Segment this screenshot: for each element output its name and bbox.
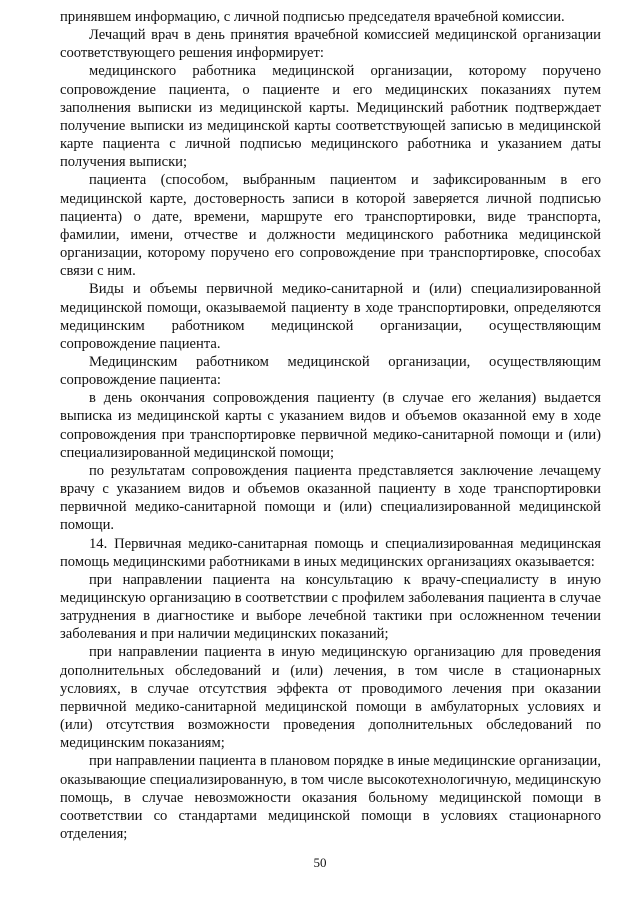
paragraph: Лечащий врач в день принятия врачебной комиссией медицинской организации соответствующего решения информирует:	[60, 27, 601, 62]
paragraph: медицинского работника медицинской организации, которому поручено сопровождение пациента, о пациенте и его медицинских показаниях путем заполнения выписки из медицинской карты. Медицинский работник подтверждает получение выписки из медицинской карты соответствующей записью в медицинской карте пациента с личной подписью медицинского работника и указанием даты получения выписки;	[60, 63, 601, 171]
paragraph: по результатам сопровождения пациента представляется заключение лечащему врачу с указанием видов и объемов оказанной пациенту в ходе транспортировки первичной медико-санитарной помощи и (или) специализированной медицинской помощи.	[60, 462, 601, 534]
document-page	[60, 8, 601, 843]
paragraph: Виды и объемы первичной медико-санитарной и (или) специализированной медицинской помощи, оказываемой пациенту в ходе транспортировки, определяются медицинским работником медицинской организации, осуществляющим сопровождение пациента.	[60, 281, 601, 352]
paragraph: при направлении пациента в плановом порядке в иные медицинские организации, оказывающие специализированную, в том числе высокотехнологичную, медицинскую помощь, в случае невозможности оказания больному медицинской помощи в соответствии со стандартами медицинской помощи в условиях стационарного отделения;	[60, 753, 601, 843]
paragraph: 14. Первичная медико-санитарная помощь и специализированная медицинская помощь медицинскими работниками в иных медицинских организациях оказывается:	[60, 535, 601, 570]
paragraph: при направлении пациента на консультацию к врачу-специалисту в иную медицинскую организацию в соответствии с профилем заболевания пациента в случае затруднения в диагностике и выборе лечебной тактики при осложненном течении заболевания и при наличии медицинских показаний;	[60, 571, 601, 643]
paragraph: в день окончания сопровождения пациенту (в случае его желания) выдается выписка из медицинской карты с указанием видов и объемов оказанной ему в ходе сопровождения при транспортировке первичной медико-санитарной помощи и (или) специализированной медицинской помощи;	[60, 390, 601, 461]
paragraph: пациента (способом, выбранным пациентом и зафиксированным в его медицинской карте, достоверность записи в которой заверяется личной подписью пациента) о дате, времени, маршруте его транспортировки, виде транспорта, фамилии, имени, отчестве и должности медицинского работника медицинской организации, которому поручено его сопровождение при транспортировке, способах связи с ним.	[60, 172, 601, 280]
paragraph: Медицинским работником медицинской организации, осуществляющим сопровождение пациента:	[60, 353, 601, 389]
paragraph: при направлении пациента в иную медицинскую организацию для проведения дополнительных обследований и (или) лечения, в том числе в стационарных условиях, в случае отсутствия эффекта от проводимого лечения при оказании первичной медико-санитарной медицинской помощи в амбулаторных условиях и (или) отсутствия возможности проведения дополнительных обследований по медицинским показаниям;	[60, 644, 601, 752]
page-number: 50	[313, 855, 327, 870]
paragraph: принявшем информацию, с личной подписью председателя врачебной комиссии.	[60, 9, 565, 25]
